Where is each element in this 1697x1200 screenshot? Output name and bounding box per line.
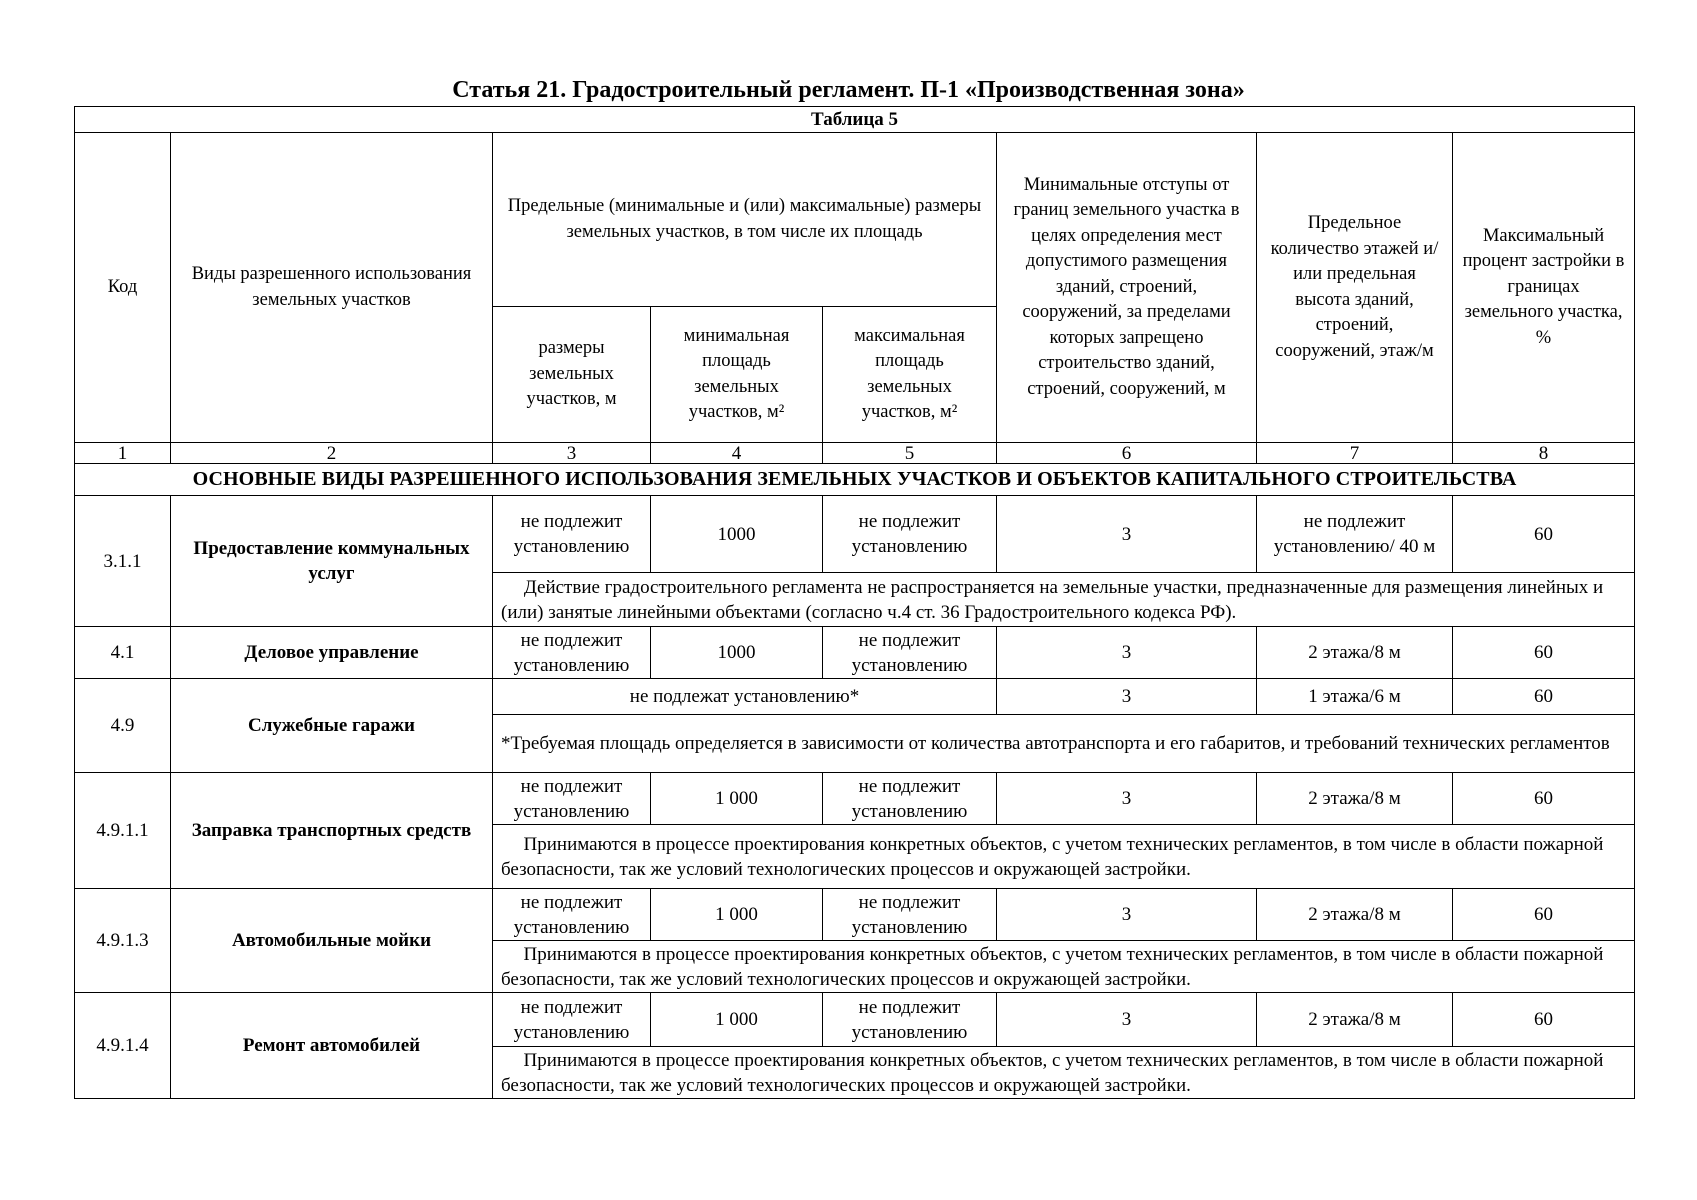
- row-coverage: 60: [1453, 627, 1635, 679]
- row-floors: 1 этажа/6 м: [1257, 679, 1453, 715]
- regulation-table: [74, 106, 1635, 1099]
- header-setbacks: Минимальные отступы от границ земельного участка в целях определения мест допустимого размещения зданий, строений, сооружений, за пределами которых запрещено строительство зданий, строений, сооружений, м: [997, 133, 1257, 443]
- column-number-row: [75, 443, 1635, 464]
- row-limits-merged: не подлежат установлению*: [493, 679, 997, 715]
- row-floors: 2 этажа/8 м: [1257, 627, 1453, 679]
- row-max-area: не подлежит установлению: [823, 627, 997, 679]
- row-sizes: не подлежит установлению: [493, 496, 651, 573]
- row-code: 4.1: [75, 627, 171, 679]
- row-code: 4.9.1.1: [75, 773, 171, 889]
- row-min-area: 1 000: [651, 993, 823, 1047]
- page-title: Статья 21. Градостроительный регламент. П-1 «Производственная зона»: [452, 77, 1245, 103]
- row-sizes: не подлежит установлению: [493, 993, 651, 1047]
- row-usage: Служебные гаражи: [171, 679, 493, 773]
- row-note: Принимаются в процессе проектирования конкретных объектов, с учетом технических регламентов, в том числе в области пожарной безопасности, так же условий технологических процессов и окружающей застройки.: [493, 825, 1635, 889]
- column-number: 6: [997, 443, 1257, 464]
- header-coverage: Максимальный процент застройки в границах земельного участка, %: [1453, 133, 1635, 443]
- column-number: 8: [1453, 443, 1635, 464]
- row-sizes: не подлежит установлению: [493, 889, 651, 941]
- table-label: Таблица 5: [75, 107, 1635, 133]
- row-setback: 3: [997, 496, 1257, 573]
- row-min-area: 1000: [651, 496, 823, 573]
- row-max-area: не подлежит установлению: [823, 889, 997, 941]
- table-row: [75, 496, 1635, 573]
- row-usage: Ремонт автомобилей: [171, 993, 493, 1099]
- row-code: 3.1.1: [75, 496, 171, 627]
- header-usage: Виды разрешенного использования земельных участков: [171, 133, 493, 443]
- row-code: 4.9: [75, 679, 171, 773]
- column-number: 1: [75, 443, 171, 464]
- header-sizes: размеры земельных участков, м: [493, 307, 651, 443]
- column-number: 2: [171, 443, 493, 464]
- header-floors: Предельное количество этажей и/или предельная высота зданий, строений, сооружений, этаж/м: [1257, 133, 1453, 443]
- table-row: [75, 679, 1635, 715]
- row-usage: Деловое управление: [171, 627, 493, 679]
- row-usage: Предоставление коммунальных услуг: [171, 496, 493, 627]
- row-usage: Автомобильные мойки: [171, 889, 493, 993]
- row-floors: 2 этажа/8 м: [1257, 889, 1453, 941]
- row-setback: 3: [997, 889, 1257, 941]
- header-max-area: максимальная площадь земельных участков, м²: [823, 307, 997, 443]
- row-floors: не подлежит установлению/ 40 м: [1257, 496, 1453, 573]
- section-title: ОСНОВНЫЕ ВИДЫ РАЗРЕШЕННОГО ИСПОЛЬЗОВАНИЯ ЗЕМЕЛЬНЫХ УЧАСТКОВ И ОБЪЕКТОВ КАПИТАЛЬНОГО СТРОИТЕЛЬСТВА: [75, 464, 1635, 496]
- row-note: Принимаются в процессе проектирования конкретных объектов, с учетом технических регламентов, в том числе в области пожарной безопасности, так же условий технологических процессов и окружающей застройки.: [493, 941, 1635, 993]
- column-number: 4: [651, 443, 823, 464]
- row-coverage: 60: [1453, 679, 1635, 715]
- table-row: [75, 773, 1635, 825]
- table-row: [75, 993, 1635, 1047]
- row-max-area: не подлежит установлению: [823, 496, 997, 573]
- row-coverage: 60: [1453, 993, 1635, 1047]
- row-floors: 2 этажа/8 м: [1257, 773, 1453, 825]
- row-max-area: не подлежит установлению: [823, 993, 997, 1047]
- header-min-area: минимальная площадь земельных участков, м²: [651, 307, 823, 443]
- row-code: 4.9.1.3: [75, 889, 171, 993]
- row-setback: 3: [997, 773, 1257, 825]
- row-sizes: не подлежит установлению: [493, 773, 651, 825]
- row-coverage: 60: [1453, 496, 1635, 573]
- row-sizes: не подлежит установлению: [493, 627, 651, 679]
- row-note: Действие градостроительного регламента не распространяется на земельные участки, предназначенные для размещения линейных и (или) занятые линейными объектами (согласно ч.4 ст. 36 Градостроительного кодекса РФ).: [493, 573, 1635, 627]
- row-max-area: не подлежит установлению: [823, 773, 997, 825]
- row-min-area: 1 000: [651, 773, 823, 825]
- column-number: 5: [823, 443, 997, 464]
- row-coverage: 60: [1453, 889, 1635, 941]
- column-number: 3: [493, 443, 651, 464]
- row-setback: 3: [997, 627, 1257, 679]
- row-note: Принимаются в процессе проектирования конкретных объектов, с учетом технических регламентов, в том числе в области пожарной безопасности, так же условий технологических процессов и окружающей застройки.: [493, 1047, 1635, 1099]
- row-floors: 2 этажа/8 м: [1257, 993, 1453, 1047]
- header-code: Код: [75, 133, 171, 443]
- row-setback: 3: [997, 993, 1257, 1047]
- column-number: 7: [1257, 443, 1453, 464]
- row-note: *Требуемая площадь определяется в зависимости от количества автотранспорта и его габаритов, и требований технических регламентов: [493, 715, 1635, 773]
- row-usage: Заправка транспортных средств: [171, 773, 493, 889]
- table-row: [75, 627, 1635, 679]
- row-setback: 3: [997, 679, 1257, 715]
- row-code: 4.9.1.4: [75, 993, 171, 1099]
- row-coverage: 60: [1453, 773, 1635, 825]
- row-min-area: 1000: [651, 627, 823, 679]
- table-row: [75, 889, 1635, 941]
- header-limits-group: Предельные (минимальные и (или) максимальные) размеры земельных участков, в том числе их площадь: [493, 133, 997, 307]
- row-min-area: 1 000: [651, 889, 823, 941]
